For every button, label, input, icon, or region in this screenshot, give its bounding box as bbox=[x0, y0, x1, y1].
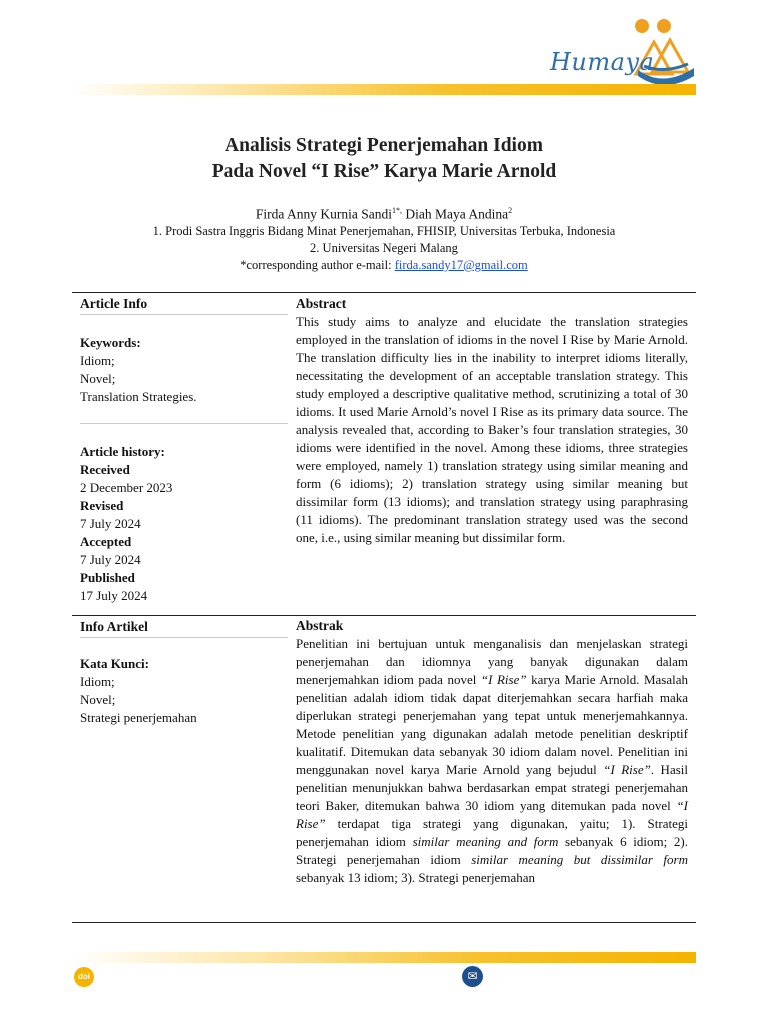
author-2: Diah Maya Andina bbox=[402, 206, 509, 222]
author-1-superscript: 1*, bbox=[392, 206, 402, 215]
abstract-heading: Abstract bbox=[296, 296, 347, 311]
title-line-2: Pada Novel “I Rise” Karya Marie Arnold bbox=[211, 161, 557, 182]
abstrak-italic: “I Rise” bbox=[296, 798, 688, 831]
received-date: 2 December 2023 bbox=[80, 480, 173, 495]
doi-icon[interactable]: doi bbox=[74, 967, 94, 987]
history-rule bbox=[80, 423, 288, 424]
corresponding-email bbox=[0, 258, 768, 273]
email-link[interactable]: firda.sandy17@gmail.com bbox=[394, 258, 528, 272]
info-artikel-rule bbox=[80, 637, 288, 638]
authors bbox=[0, 206, 768, 223]
affiliation-2: 2. Universitas Negeri Malang bbox=[310, 241, 458, 255]
revised-label: Revised bbox=[80, 498, 124, 513]
affiliation-1: 1. Prodi Sastra Inggris Bidang Minat Penerjemahan, FHISIP, Universitas Terbuka, Indonesia bbox=[152, 224, 616, 238]
kata-kunci-item: Idiom; bbox=[80, 674, 115, 689]
journal-logo bbox=[548, 14, 696, 86]
abstrak-italic: similar meaning and form bbox=[412, 834, 559, 849]
abstrak-part: sebanyak 13 idiom; 3). Strategi penerjemahan bbox=[296, 870, 535, 885]
abstrak-italic: “I Rise” bbox=[480, 672, 527, 687]
published-label: Published bbox=[80, 570, 135, 585]
abstrak-part: . Hasil penelitian menunjukkan bahwa berdasarkan empat strategi penerjemahan teori Baker, ditemukan bahwa 30 idiom yang ditemukan pada novel bbox=[296, 762, 688, 813]
divider-top bbox=[72, 292, 696, 293]
info-rule bbox=[80, 314, 288, 315]
abstract-text: This study aims to analyze and elucidate the translation strategies employed in the translation of idioms in the novel I Rise by Marie Arnold. The translation difficulty lies in the inability to interpret idioms literally, necessitating the development of an acceptable translation strategy. This study employed a descriptive qualitative method, scrutinizing a total of 30 idioms. It used Marie Arnold’s novel I Rise as its primary data source. The analysis revealed that, according to Baker’s four translation strategies, 30 idioms were identified in the novel. Among these idioms, three strategies were employed, namely 1) translation strategy using similar meaning and form (6 idioms); 2) translation strategy using similar meaning but dissimilar form (13 idioms); and translation strategy using paraphrasing (11 idioms). The predominant translation strategy used was the second one, i.e., using similar meaning but dissimilar form. bbox=[296, 314, 688, 545]
divider-middle bbox=[72, 615, 696, 616]
envelope-icon[interactable]: ✉ bbox=[462, 966, 483, 987]
abstrak-part: terdapat tiga strategi yang digunakan, yaitu; 1). Strategi penerjemahan idiom bbox=[296, 816, 688, 849]
footer-accent-bar bbox=[72, 952, 696, 963]
history-label: Article history: bbox=[80, 444, 165, 459]
keyword-item: Novel; bbox=[80, 371, 116, 386]
kata-kunci-label: Kata Kunci: bbox=[80, 656, 149, 671]
abstrak-part: sebanyak 6 idiom; 2). Strategi penerjemahan idiom bbox=[296, 834, 688, 867]
author-2-superscript: 2 bbox=[508, 206, 513, 215]
abstrak-part: Penelitian ini bertujuan untuk menganalisis dan menjelaskan strategi penerjemahan dan idiomnya yang banyak digunakan dalam menerjemahkan idiom pada novel bbox=[296, 636, 688, 687]
published-date: 17 July 2024 bbox=[80, 588, 148, 603]
kata-kunci-block bbox=[80, 655, 280, 727]
divider-bottom bbox=[72, 922, 696, 923]
info-artikel-heading: Info Artikel bbox=[80, 619, 148, 634]
logo-text: Humaya bbox=[550, 48, 655, 76]
abstrak-text bbox=[296, 635, 688, 887]
revised-date: 7 July 2024 bbox=[80, 516, 141, 531]
abstrak-part: karya Marie Arnold. Masalah penelitian adalah idiom tidak dapat diterjemahkan secara harfiah maka diperlukan strategi penerjemahan yang tepat untuk menerjemahkannya. Metode penelitian yang digunakan adalah metode penelitian deskriptif kualitatif. Ditemukan data sebanyak 30 idiom dalam novel. Penelitian ini menggunakan novel karya Marie Arnold yang bejudul bbox=[296, 672, 689, 777]
kata-kunci-item: Novel; bbox=[80, 692, 116, 707]
accepted-date: 7 July 2024 bbox=[80, 552, 141, 567]
abstrak-italic: similar meaning but dissimilar form bbox=[471, 852, 688, 867]
kata-kunci-item: Strategi penerjemahan bbox=[80, 710, 197, 725]
title-line-1: Analisis Strategi Penerjemahan Idiom bbox=[225, 135, 543, 156]
keyword-item: Idiom; bbox=[80, 353, 115, 368]
email-label: *corresponding author e-mail: bbox=[240, 258, 395, 272]
article-history-block bbox=[80, 443, 280, 605]
abstrak-heading: Abstrak bbox=[296, 618, 344, 633]
keywords-block bbox=[80, 334, 280, 406]
article-info-heading: Article Info bbox=[80, 296, 148, 311]
header-accent-bar bbox=[72, 84, 696, 95]
received-label: Received bbox=[80, 462, 130, 477]
keywords-label: Keywords: bbox=[80, 335, 141, 350]
author-1: Firda Anny Kurnia Sandi bbox=[255, 206, 392, 222]
abstrak-italic: “I Rise” bbox=[603, 762, 651, 777]
keyword-item: Translation Strategies. bbox=[80, 389, 197, 404]
accepted-label: Accepted bbox=[80, 534, 132, 549]
